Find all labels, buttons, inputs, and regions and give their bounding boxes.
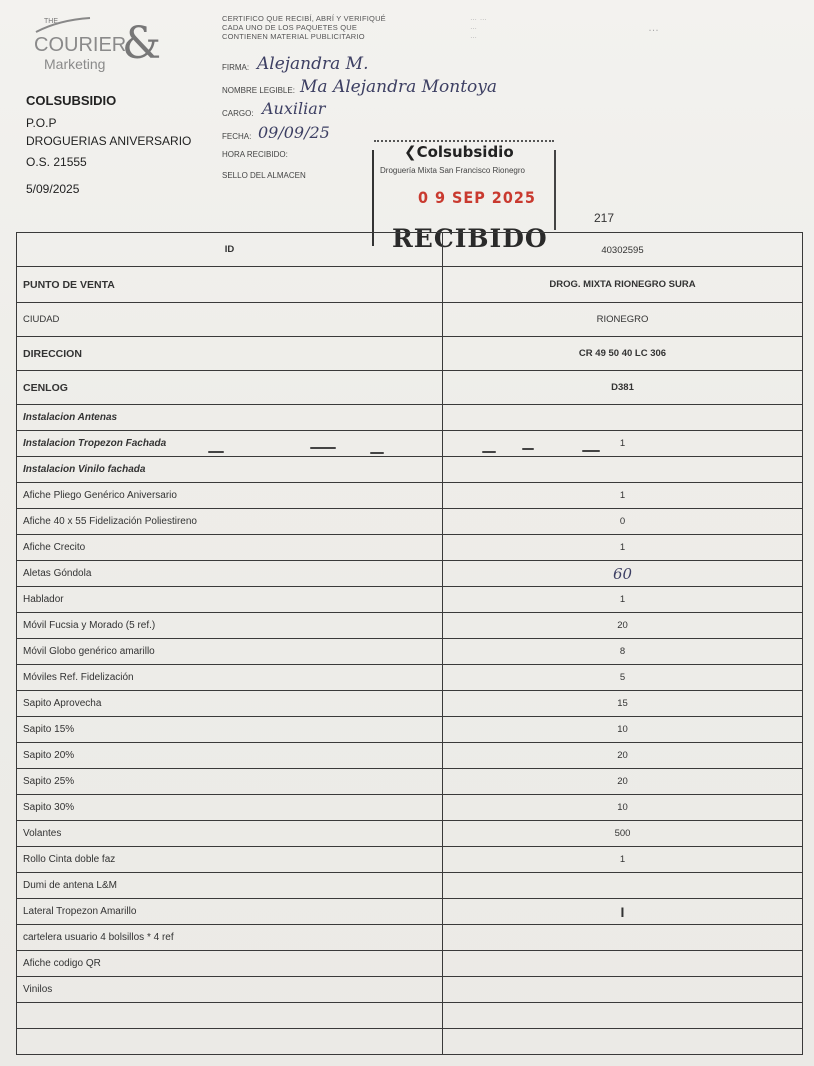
stamp-store: Droguería Mixta San Francisco Rionegro [380, 166, 525, 175]
item-quantity: 1 [443, 535, 803, 561]
item-label: Sapito 30% [17, 795, 443, 821]
stamp-brand [404, 143, 514, 161]
item-label: Hablador [17, 587, 443, 613]
item-row [17, 665, 803, 691]
logo-courier: COURIER [34, 34, 127, 56]
item-label [17, 1003, 443, 1029]
item-label: Rollo Cinta doble faz [17, 847, 443, 873]
item-quantity [443, 561, 803, 587]
item-row [17, 899, 803, 925]
item-row [17, 509, 803, 535]
item-label: Dumi de antena L&M [17, 873, 443, 899]
header-row [17, 371, 803, 405]
certificate-line: CADA UNO DE LOS PAQUETES QUE [222, 23, 358, 32]
item-label: Sapito 20% [17, 743, 443, 769]
stamp-brand-text: Colsubsidio [416, 143, 514, 161]
item-quantity: 1 [443, 847, 803, 873]
item-quantity: 10 [443, 717, 803, 743]
item-quantity [443, 457, 803, 483]
client-name: COLSUBSIDIO [26, 93, 117, 108]
item-row [17, 821, 803, 847]
logo-the: THE [44, 18, 58, 25]
item-quantity [443, 951, 803, 977]
item-quantity [443, 873, 803, 899]
item-row [17, 431, 803, 457]
item-quantity: 1 [443, 483, 803, 509]
logo-swoosh-icon [34, 16, 94, 34]
firma-value: Alejandra M. [257, 54, 369, 74]
header-value: 40302595 [443, 233, 803, 267]
item-row [17, 873, 803, 899]
item-label: Móvil Fucsia y Morado (5 ref.) [17, 613, 443, 639]
item-quantity: 0 [443, 509, 803, 535]
handwritten-mark: I [620, 903, 625, 920]
handwritten-dash [310, 447, 336, 449]
nombre-value: Ma Alejandra Montoya [300, 77, 498, 97]
cargo-value: Auxiliar [262, 99, 326, 118]
item-label: Afiche Pliego Genérico Aniversario [17, 483, 443, 509]
header-label: CIUDAD [17, 303, 443, 337]
handwritten-dash [370, 452, 384, 454]
item-quantity [443, 925, 803, 951]
item-label: Instalacion Vinilo fachada [17, 457, 443, 483]
item-label: Vinilos [17, 977, 443, 1003]
item-row [17, 717, 803, 743]
stamp-recibido: RECIBIDO [392, 224, 548, 253]
item-row [17, 951, 803, 977]
header-row [17, 233, 803, 267]
item-label: Móviles Ref. Fidelización [17, 665, 443, 691]
item-quantity [443, 977, 803, 1003]
header-label: PUNTO DE VENTA [17, 267, 443, 303]
item-row [17, 587, 803, 613]
header-value: CR 49 50 40 LC 306 [443, 337, 803, 371]
fecha-label: FECHA: [222, 132, 252, 141]
item-quantity: 1 [443, 431, 803, 457]
handwritten-number: 217 [594, 211, 615, 225]
item-quantity: 15 [443, 691, 803, 717]
item-label: Afiche 40 x 55 Fidelización Poliestireno [17, 509, 443, 535]
item-row [17, 561, 803, 587]
item-label: cartelera usuario 4 bolsillos * 4 ref [17, 925, 443, 951]
cargo-label: CARGO: [222, 109, 254, 118]
item-row [17, 847, 803, 873]
item-quantity: 8 [443, 639, 803, 665]
item-quantity: 20 [443, 613, 803, 639]
item-label: Sapito 15% [17, 717, 443, 743]
certificate-line: CONTIENEN MATERIAL PUBLICITARIO [222, 32, 365, 41]
item-quantity: 5 [443, 665, 803, 691]
item-quantity: 1 [443, 587, 803, 613]
header-row [17, 303, 803, 337]
handwritten-dash [522, 448, 534, 450]
handwritten-quantity: 60 [612, 564, 633, 583]
header-label: ID [17, 233, 443, 267]
header-row [17, 337, 803, 371]
logo-ampersand: & [122, 18, 162, 69]
item-quantity: 10 [443, 795, 803, 821]
faded-text: … [470, 24, 478, 31]
stamp-border-right [554, 150, 556, 230]
item-label: Lateral Tropezon Amarillo [17, 899, 443, 925]
item-label [17, 1029, 443, 1055]
item-row [17, 977, 803, 1003]
item-quantity: 20 [443, 769, 803, 795]
item-label: Sapito Aprovecha [17, 691, 443, 717]
item-label: Afiche codigo QR [17, 951, 443, 977]
item-label: Móvil Globo genérico amarillo [17, 639, 443, 665]
item-label: Volantes [17, 821, 443, 847]
item-row [17, 483, 803, 509]
client-type: P.O.P [26, 116, 57, 130]
handwritten-dash [482, 451, 496, 453]
item-label: Afiche Crecito [17, 535, 443, 561]
item-row [17, 795, 803, 821]
material-table [16, 232, 803, 1055]
item-label: Instalacion Tropezon Fachada [17, 431, 443, 457]
sello-label: SELLO DEL ALMACEN [222, 171, 306, 180]
header-label: CENLOG [17, 371, 443, 405]
faded-text: … [470, 33, 478, 40]
item-row [17, 1029, 803, 1055]
item-row [17, 457, 803, 483]
header-value: D381 [443, 371, 803, 405]
faded-text: … [648, 22, 660, 34]
item-row [17, 691, 803, 717]
hora-label: HORA RECIBIDO: [222, 150, 288, 159]
item-quantity [443, 1003, 803, 1029]
logo-marketing: Marketing [44, 56, 106, 72]
item-quantity [443, 405, 803, 431]
order-number: O.S. 21555 [26, 155, 87, 169]
item-label: Aletas Góndola [17, 561, 443, 587]
fecha-value: 09/09/25 [258, 123, 330, 142]
order-date: 5/09/2025 [26, 182, 80, 196]
stamp-date: 0 9 SEP 2025 [418, 188, 536, 207]
item-row [17, 535, 803, 561]
item-row [17, 743, 803, 769]
item-quantity [443, 899, 803, 925]
item-label: Sapito 25% [17, 769, 443, 795]
courier-marketing-logo [14, 12, 164, 74]
stamp-brand-icon: ❮ [404, 143, 417, 161]
certificate-text [222, 14, 442, 41]
firma-label: FIRMA: [222, 63, 250, 72]
item-label: Instalacion Antenas [17, 405, 443, 431]
header-label: DIRECCION [17, 337, 443, 371]
header-value: DROG. MIXTA RIONEGRO SURA [443, 267, 803, 303]
item-row [17, 1003, 803, 1029]
item-row [17, 925, 803, 951]
item-row [17, 405, 803, 431]
item-row [17, 639, 803, 665]
item-quantity: 500 [443, 821, 803, 847]
campaign-name: DROGUERIAS ANIVERSARIO [26, 134, 192, 148]
item-quantity: 20 [443, 743, 803, 769]
nombre-label: NOMBRE LEGIBLE: [222, 86, 295, 95]
item-row [17, 769, 803, 795]
handwritten-dash [582, 450, 600, 452]
header-value: RIONEGRO [443, 303, 803, 337]
item-row [17, 613, 803, 639]
certificate-line: CERTIFICO QUE RECIBÍ, ABRÍ Y VERIFIQUÉ [222, 14, 386, 23]
header-row [17, 267, 803, 303]
handwritten-dash [208, 451, 224, 453]
faded-text: … … [470, 15, 488, 22]
item-quantity [443, 1029, 803, 1055]
